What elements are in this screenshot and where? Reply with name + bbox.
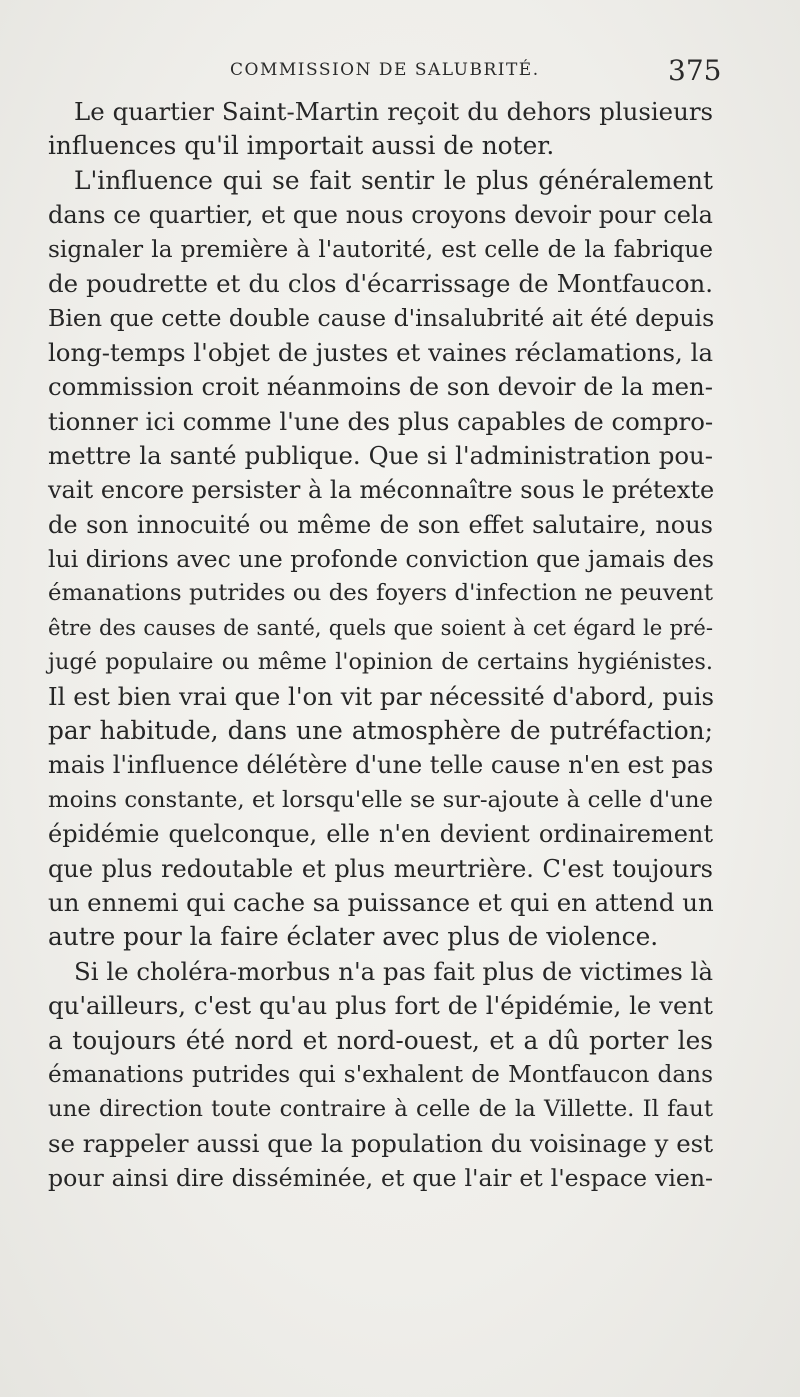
text-line: être des causes de santé, quels que soient à cet égard le pré- [48,614,713,640]
text-line: vait encore persister à la méconnaître sous le prétexte [48,476,715,505]
text-line: tionner ici comme l'une des plus capables de compro- [48,406,714,436]
running-head [0,54,800,90]
text-line: se rappeler aussi que la population du voisinage y est [48,1128,713,1158]
text-line: lui dirions avec une profonde conviction que jamais des [48,545,715,574]
text-line: un ennemi qui cache sa puissance et qui en attend un [48,887,714,917]
text-line: dans ce quartier, et que nous croyons devoir pour cela [48,201,713,230]
text-line: Il est bien vrai que l'on vit par nécessité d'abord, puis [48,681,715,711]
text-line: épidémie quelconque, elle n'en devient ordinairement [48,820,713,849]
text-line: L'influence qui se fait sentir le plus généralement [74,165,713,195]
text-line: moins constante, et lorsqu'elle se sur-ajoute à celle d'une [48,786,713,813]
text-line: autre pour la faire éclater avec plus de violence. [48,922,659,952]
text-line: a toujours été nord et nord-ouest, et a dû porter les [48,1025,713,1055]
text-line: émanations putrides qui s'exhalent de Montfaucon dans [48,1060,713,1088]
text-line: Bien que cette double cause d'insalubrité ait été depuis [48,304,715,333]
text-line: émanations putrides ou des foyers d'infection ne peuvent [48,580,713,607]
text-line: de poudrette et du clos d'écarrissage de Montfaucon. [48,268,713,298]
page-number: 375 [668,54,722,87]
text-line: de son innocuité ou même de son effet salutaire, nous [48,510,713,539]
text-line: long-temps l'objet de justes et vaines réclamations, la [48,337,713,367]
text-line: commission croit néanmoins de son devoir de la men- [48,372,713,402]
body-text [48,95,713,1196]
text-line: une direction toute contraire à celle de la Villette. Il faut [48,1096,713,1123]
text-line: Si le choléra-morbus n'a pas fait plus de victimes là [74,956,713,986]
text-line: influences qu'il importait aussi de noter. [48,131,555,161]
text-line: signaler la première à l'autorité, est celle de la fabrique [48,235,713,263]
text-line: mais l'influence délétère d'une telle cause n'en est pas [48,751,714,780]
text-line: pour ainsi dire disséminée, et que l'air et l'espace vien- [48,1164,713,1193]
text-line: jugé populaire ou même l'opinion de certains hygiénistes. [48,649,713,676]
text-line: qu'ailleurs, c'est qu'au plus fort de l'épidémie, le vent [48,991,713,1021]
text-line: mettre la santé publique. Que si l'administration pou- [48,440,713,470]
text-line: Le quartier Saint-Martin reçoit du dehors plusieurs [74,97,713,126]
text-line: que plus redoutable et plus meurtrière. C'est toujours [48,854,713,883]
text-line: par habitude, dans une atmosphère de putréfaction; [48,716,713,746]
running-title: COMMISSION DE SALUBRITÉ. [230,60,540,80]
